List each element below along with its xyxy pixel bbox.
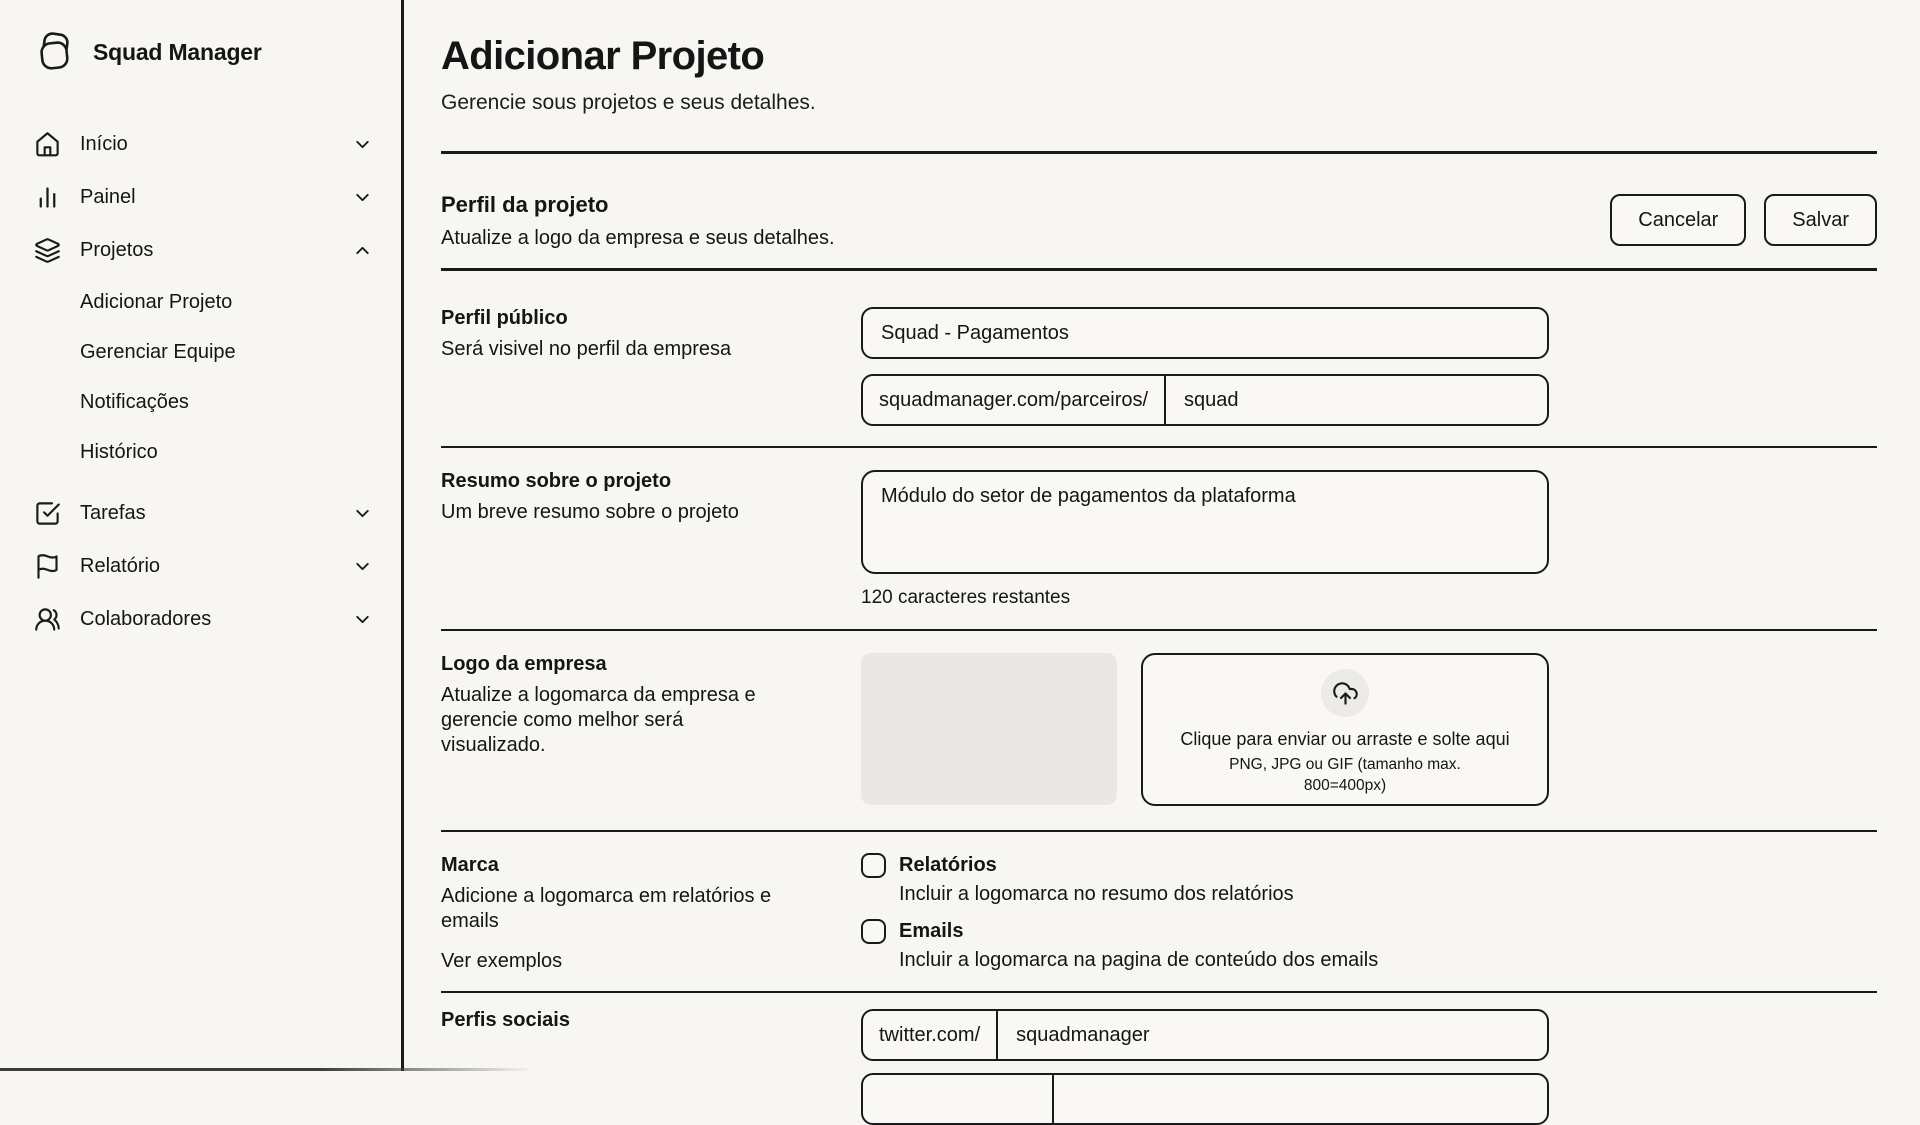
sidebar-nav bbox=[34, 118, 373, 646]
brand-name: Squad Manager bbox=[93, 38, 262, 65]
project-url-value: squad bbox=[1184, 388, 1239, 411]
row-public-profile bbox=[441, 271, 1877, 448]
emails-checkbox[interactable] bbox=[861, 919, 886, 944]
sidebar-item-label: Relatório bbox=[80, 555, 161, 577]
social-input-2[interactable] bbox=[861, 1073, 1549, 1125]
summary-description: Um breve resumo sobre o projeto bbox=[441, 501, 739, 523]
twitter-prefix: twitter.com/ bbox=[863, 1011, 998, 1059]
sidebar-subitem-notificacoes[interactable]: Notificações bbox=[80, 390, 189, 413]
logo-description: Atualize a logomarca da empresa e gerencie como melhor será visualizado. bbox=[441, 684, 756, 756]
twitter-value: squadmanager bbox=[1016, 1023, 1150, 1046]
sidebar-item-label: Tarefas bbox=[80, 502, 146, 524]
brand-option-emails bbox=[861, 920, 1549, 972]
relatorios-option-label: Relatórios bbox=[899, 854, 997, 876]
chevron-down-icon bbox=[352, 556, 373, 577]
squad-manager-logo-icon bbox=[34, 30, 78, 74]
row-brand bbox=[441, 832, 1877, 993]
logo-upload-dropzone[interactable] bbox=[1141, 653, 1549, 806]
check-square-icon bbox=[34, 500, 61, 527]
section-header bbox=[441, 154, 1877, 271]
section-actions bbox=[1610, 194, 1877, 246]
logo-label: Logo da empresa bbox=[441, 653, 607, 675]
section-title: Perfil da projeto bbox=[441, 192, 609, 217]
layers-icon bbox=[34, 237, 61, 264]
relatorios-option-description: Incluir a logomarca no resumo dos relatórios bbox=[899, 883, 1294, 905]
sidebar-item-label: Painel bbox=[80, 186, 136, 208]
public-profile-label: Perfil público bbox=[441, 307, 568, 329]
bar-chart-icon bbox=[34, 184, 61, 211]
brand-label: Marca bbox=[441, 854, 499, 876]
sidebar-item-label: Colaboradores bbox=[80, 608, 212, 630]
sidebar-item-painel[interactable] bbox=[34, 171, 373, 224]
row-summary bbox=[441, 448, 1877, 631]
project-name-value: Squad - Pagamentos bbox=[881, 321, 1069, 344]
brand-description: Adicione a logomarca em relatórios e emails bbox=[441, 885, 772, 932]
emails-option-description: Incluir a logomarca na pagina de conteúdo dos emails bbox=[899, 949, 1379, 971]
flag-icon bbox=[34, 553, 61, 580]
sidebar-subitem-adicionar-projeto[interactable]: Adicionar Projeto bbox=[80, 290, 233, 313]
sidebar-item-inicio[interactable] bbox=[34, 118, 373, 171]
page-title: Adicionar Projeto bbox=[441, 34, 765, 78]
sidebar-subitem-gerenciar-equipe[interactable]: Gerenciar Equipe bbox=[80, 340, 236, 363]
sidebar-item-label: Início bbox=[80, 133, 128, 155]
emails-option-label: Emails bbox=[899, 920, 964, 942]
chevron-up-icon bbox=[352, 240, 373, 261]
row-social-profiles bbox=[441, 993, 1877, 1125]
upload-filetype-hint: PNG, JPG ou GIF (tamanho max. 800=400px) bbox=[1229, 756, 1461, 794]
social-profiles-label: Perfis sociais bbox=[441, 1009, 570, 1031]
sidebar-item-projetos[interactable] bbox=[34, 224, 373, 277]
save-button[interactable]: Salvar bbox=[1764, 194, 1877, 246]
row-company-logo bbox=[441, 631, 1877, 832]
page-header bbox=[441, 0, 1877, 154]
projetos-submenu bbox=[34, 277, 373, 487]
project-name-input[interactable] bbox=[861, 307, 1549, 359]
page-subtitle: Gerencie sous projetos e seus detalhes. bbox=[441, 91, 816, 114]
main-content bbox=[441, 0, 1877, 1125]
sidebar bbox=[0, 0, 404, 1071]
summary-label: Resumo sobre o projeto bbox=[441, 470, 672, 492]
see-examples-link[interactable]: Ver exemplos bbox=[441, 950, 563, 972]
upload-cloud-icon bbox=[1332, 680, 1359, 707]
relatorios-checkbox[interactable] bbox=[861, 853, 886, 878]
cancel-button[interactable]: Cancelar bbox=[1610, 194, 1746, 246]
upload-icon-circle bbox=[1321, 669, 1369, 717]
project-url-input[interactable] bbox=[861, 374, 1549, 426]
chevron-down-icon bbox=[352, 187, 373, 208]
home-icon bbox=[34, 131, 61, 158]
brand-logo-row bbox=[34, 30, 373, 74]
logo-preview-placeholder bbox=[861, 653, 1117, 805]
summary-value: Módulo do setor de pagamentos da plataforma bbox=[881, 485, 1296, 507]
sidebar-item-colaboradores[interactable] bbox=[34, 593, 373, 646]
upload-instruction: Clique para enviar ou arraste e solte aqui bbox=[1180, 729, 1510, 749]
chevron-down-icon bbox=[352, 134, 373, 155]
sidebar-item-relatorio[interactable] bbox=[34, 540, 373, 593]
chevron-down-icon bbox=[352, 609, 373, 630]
project-url-prefix: squadmanager.com/parceiros/ bbox=[863, 376, 1166, 424]
chevron-down-icon bbox=[352, 503, 373, 524]
characters-remaining-hint: 120 caracteres restantes bbox=[861, 587, 1071, 608]
twitter-input[interactable] bbox=[861, 1009, 1549, 1061]
summary-textarea[interactable] bbox=[861, 470, 1549, 574]
public-profile-description: Será visivel no perfil da empresa bbox=[441, 338, 732, 360]
social-input-2-prefix bbox=[863, 1075, 1054, 1123]
sidebar-item-tarefas[interactable] bbox=[34, 487, 373, 540]
sidebar-subitem-historico[interactable]: Histórico bbox=[80, 440, 158, 463]
sidebar-item-label: Projetos bbox=[80, 239, 154, 261]
brand-option-relatorios bbox=[861, 854, 1549, 906]
section-subtitle: Atualize a logo da empresa e seus detalhes. bbox=[441, 227, 835, 249]
users-icon bbox=[34, 606, 61, 633]
